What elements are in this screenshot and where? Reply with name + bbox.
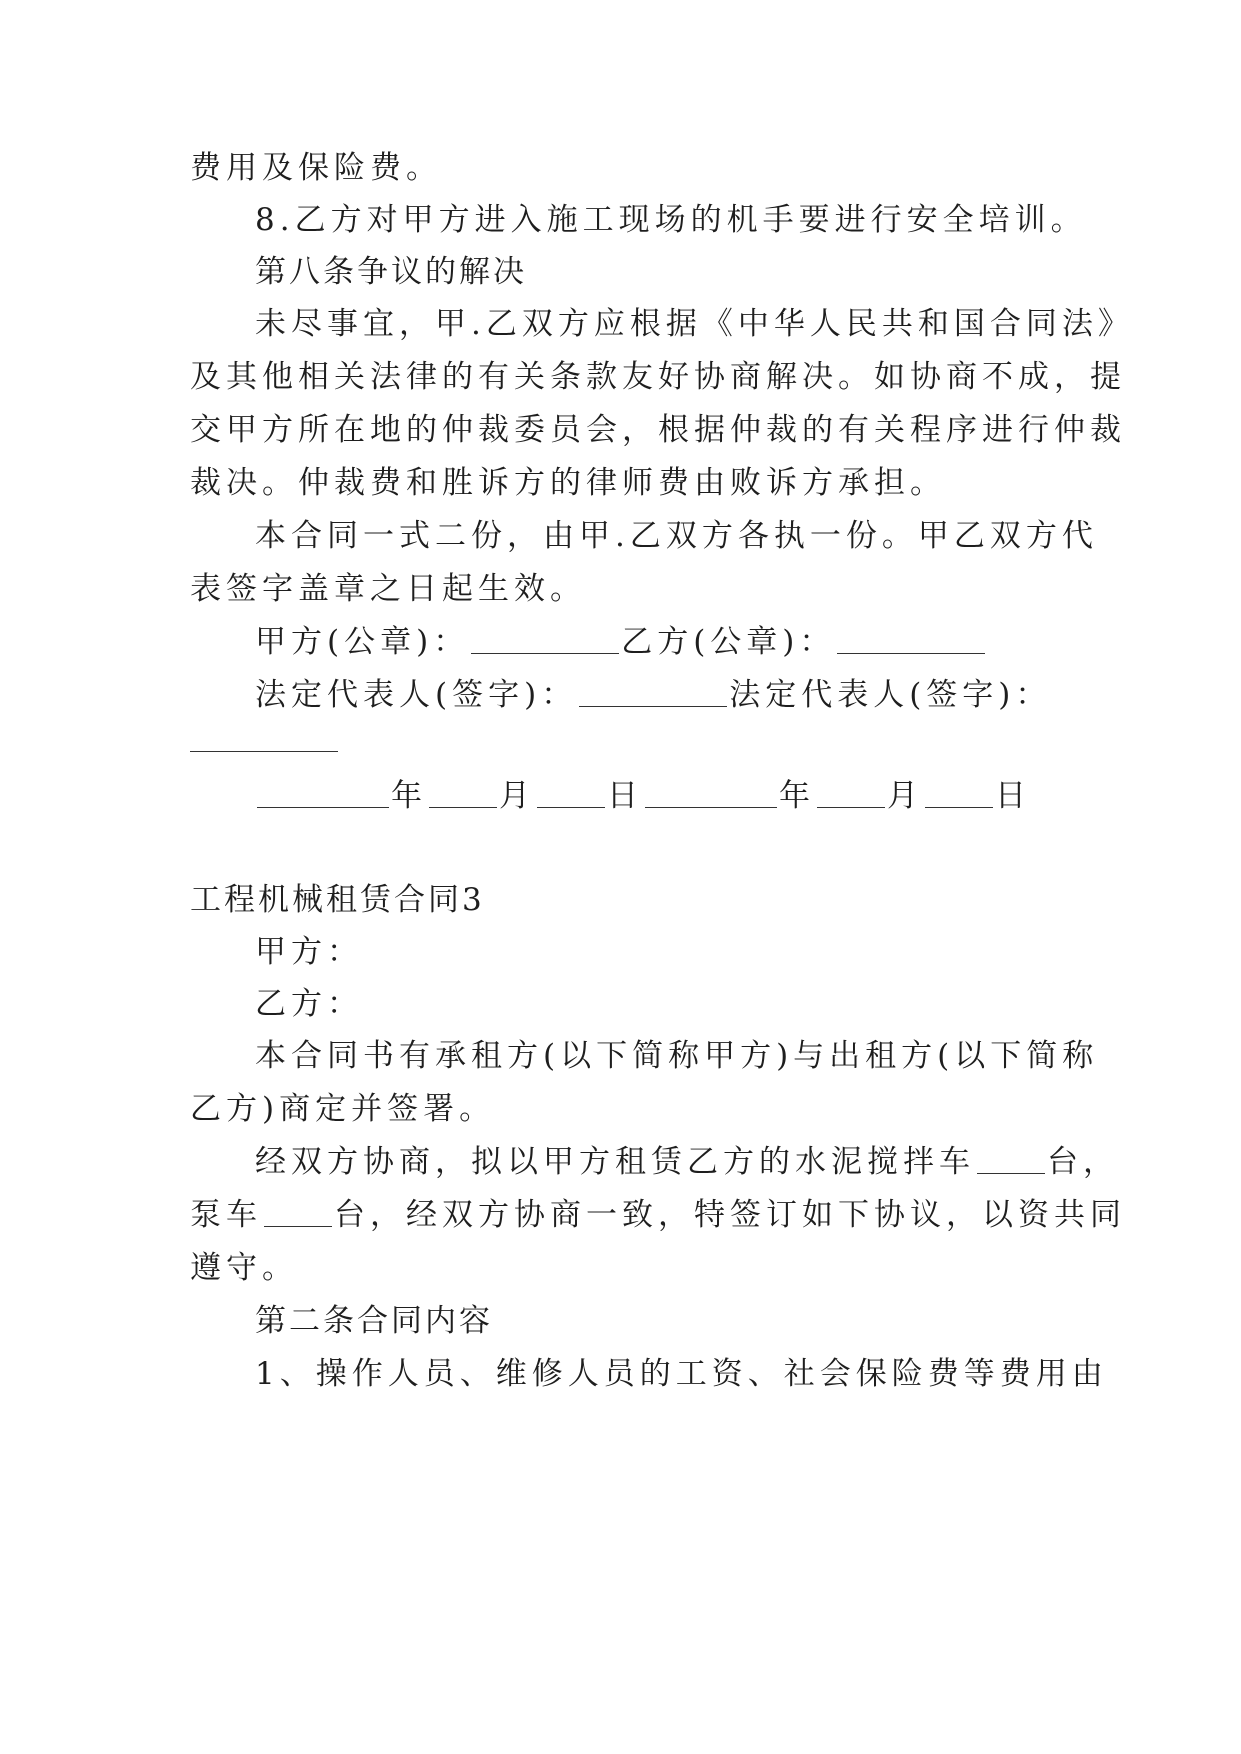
paragraph-line: 未尽事宜，甲.乙双方应根据《中华人民共和国合同法》 [255,306,1134,342]
signature-row-seal [255,622,987,662]
party-b-rep-blank [190,751,338,752]
document-title: 工程机械租赁合同3 [190,882,485,918]
party-b-seal-blank [837,627,985,654]
party-b-label: 乙方： [255,986,363,1022]
text-segment: 台， [1047,1144,1119,1180]
section-heading: 第二条合同内容 [255,1303,493,1339]
date-row [255,776,1031,816]
party-a-seal-blank [471,627,619,654]
year-label: 年 [779,778,815,814]
text-segment: 经双方协商，拟以甲方租赁乙方的水泥搅拌车 [255,1144,975,1180]
section-heading: 第八条争议的解决 [255,254,527,290]
paragraph-line [190,1195,1126,1235]
year-label: 年 [391,778,427,814]
day-label: 日 [607,778,643,814]
month-blank [817,781,885,808]
year-blank [257,781,389,808]
paragraph-line: 1、操作人员、维修人员的工资、社会保险费等费用由 [255,1356,1108,1392]
paragraph-line [255,1142,1119,1182]
party-b-rep-label: 法定代表人(签字)： [729,677,1052,713]
month-blank [429,781,497,808]
party-b-seal-label: 乙方(公章)： [621,624,836,660]
text-segment: 泵车 [190,1197,262,1233]
day-blank [537,781,605,808]
party-a-rep-blank [579,680,727,707]
paragraph-line: 遵守。 [190,1250,298,1286]
paragraph-line: 本合同书有承租方(以下简称甲方)与出租方(以下简称 [255,1038,1099,1074]
paragraph-line: 8.乙方对甲方进入施工现场的机手要进行安全培训。 [255,202,1087,238]
month-label: 月 [499,778,535,814]
signature-row-representative [255,675,1051,715]
text-segment: 台，经双方协商一致，特签订如下协议，以资共同 [334,1197,1126,1233]
party-a-rep-label: 法定代表人(签字)： [255,677,578,713]
paragraph-line: 表签字盖章之日起生效。 [190,571,586,607]
party-a-seal-label: 甲方(公章)： [255,624,470,660]
paragraph-line: 本合同一式二份，由甲.乙双方各执一份。甲乙双方代 [255,518,1098,554]
paragraph-line: 裁决。仲裁费和胜诉方的律师费由败诉方承担。 [190,465,946,501]
mixer-truck-count-blank [977,1147,1045,1174]
month-label: 月 [887,778,923,814]
party-a-label: 甲方： [255,934,363,970]
paragraph-line: 乙方)商定并签署。 [190,1091,496,1127]
pump-truck-count-blank [264,1200,332,1227]
paragraph-line: 费用及保险费。 [190,150,442,186]
day-blank [925,781,993,808]
paragraph-line: 交甲方所在地的仲裁委员会，根据仲裁的有关程序进行仲裁 [190,412,1126,448]
paragraph-line: 及其他相关法律的有关条款友好协商解决。如协商不成，提 [190,359,1126,395]
day-label: 日 [995,778,1031,814]
year-blank [645,781,777,808]
